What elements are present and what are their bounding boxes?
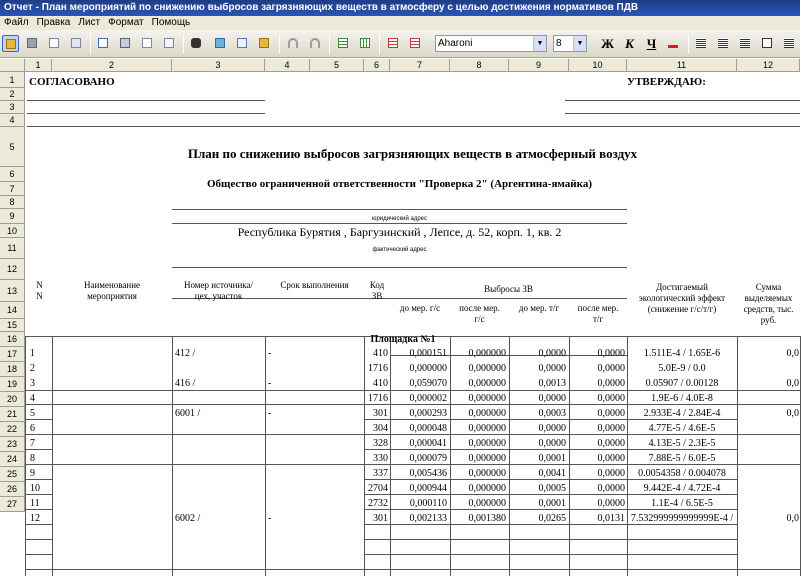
align-right-icon bbox=[740, 38, 750, 48]
before-tg-cell: 0,0001 bbox=[538, 498, 566, 509]
row-header[interactable]: 3 bbox=[0, 101, 25, 114]
before-gs-cell: 0,000944 bbox=[409, 483, 447, 494]
grid-line bbox=[364, 569, 737, 570]
before-gs-cell: 0,000041 bbox=[409, 438, 447, 449]
column-header[interactable]: 10 bbox=[569, 59, 627, 72]
before-tg-cell: 0,0013 bbox=[538, 378, 566, 389]
header-sum: руб. bbox=[760, 315, 777, 325]
align-left-button[interactable] bbox=[693, 35, 710, 52]
column-button[interactable] bbox=[357, 35, 374, 52]
align-center-button[interactable] bbox=[715, 35, 732, 52]
font-color-button[interactable] bbox=[665, 35, 682, 52]
row-header[interactable]: 15 bbox=[0, 319, 25, 332]
grid-line bbox=[25, 569, 52, 570]
row-header[interactable]: 2 bbox=[0, 88, 25, 101]
after-tg-cell: 0,0000 bbox=[597, 348, 625, 359]
insert-row-button[interactable] bbox=[385, 35, 402, 52]
code-cell: 1716 bbox=[368, 393, 388, 404]
copy-icon bbox=[237, 38, 247, 48]
grid-line bbox=[25, 554, 52, 555]
export-icon bbox=[71, 38, 81, 48]
deadline-cell: - bbox=[268, 513, 272, 524]
chevron-down-icon[interactable]: ▼ bbox=[533, 36, 546, 51]
before-gs-cell: 0,000293 bbox=[409, 408, 447, 419]
before-gs-cell: 0,059070 bbox=[409, 378, 447, 389]
address: Республика Бурятия , Баргузинский , Лепсе, д. 52, корп. 1, кв. 2 bbox=[237, 225, 562, 239]
before-gs-cell: 0,002133 bbox=[409, 513, 447, 524]
row-header[interactable]: 8 bbox=[0, 196, 25, 209]
before-tg-cell: 0,0003 bbox=[538, 408, 566, 419]
row-header[interactable]: 18 bbox=[0, 362, 25, 377]
actual-address-label: фактический адрес bbox=[372, 247, 427, 253]
menu-help[interactable]: Помощь bbox=[151, 17, 191, 28]
menu-format[interactable]: Формат bbox=[108, 17, 144, 28]
after-gs-cell: 0,000000 bbox=[468, 393, 506, 404]
preview-icon bbox=[49, 38, 59, 48]
row-header[interactable]: 24 bbox=[0, 452, 25, 467]
spreadsheet[interactable] bbox=[0, 59, 800, 524]
header-sum: средств, тыс. bbox=[743, 304, 794, 314]
new-button[interactable] bbox=[139, 35, 156, 52]
grid-line bbox=[737, 336, 738, 576]
source-cell: 6002 / bbox=[175, 513, 201, 524]
row-header[interactable]: 21 bbox=[0, 407, 25, 422]
code-cell: 337 bbox=[373, 468, 388, 479]
source-cell: 412 / bbox=[175, 348, 196, 359]
header-number: N bbox=[36, 280, 43, 290]
effect-cell: 1.9E-6 / 4.0E-8 bbox=[651, 393, 713, 404]
font-size-select[interactable] bbox=[553, 35, 587, 52]
page-icon bbox=[98, 38, 108, 48]
before-tg-cell: 0,0000 bbox=[538, 393, 566, 404]
agreed-label: СОГЛАСОВАНО bbox=[29, 76, 115, 88]
window-title-bar bbox=[0, 0, 800, 16]
document-icon bbox=[142, 38, 152, 48]
folder-icon bbox=[6, 39, 16, 49]
redo-icon bbox=[310, 38, 320, 48]
effect-cell: 5.0E-9 / 0.0 bbox=[658, 363, 706, 374]
row-header[interactable]: 6 bbox=[0, 167, 25, 182]
row-number: 11 bbox=[30, 498, 40, 509]
code-cell: 301 bbox=[373, 513, 388, 524]
row-header[interactable]: 9 bbox=[0, 209, 25, 224]
code-cell: 330 bbox=[373, 453, 388, 464]
toolbar-separator bbox=[183, 34, 184, 54]
delete-row-icon bbox=[410, 38, 420, 48]
row-header[interactable]: 27 bbox=[0, 497, 25, 512]
grid-line bbox=[172, 267, 627, 268]
italic-button[interactable]: К bbox=[625, 36, 634, 51]
column-header[interactable]: 9 bbox=[509, 59, 569, 72]
before-gs-cell: 0,000151 bbox=[409, 348, 447, 359]
deadline-cell: - bbox=[268, 348, 272, 359]
row-number: 5 bbox=[30, 408, 35, 419]
after-tg-cell: 0,0000 bbox=[597, 483, 625, 494]
row-number: 3 bbox=[30, 378, 35, 389]
menu-bar bbox=[0, 16, 800, 30]
after-tg-cell: 0,0000 bbox=[597, 363, 625, 374]
after-tg-cell: 0,0000 bbox=[597, 453, 625, 464]
menu-file[interactable]: Файл bbox=[4, 17, 29, 28]
header-measures: Наименование bbox=[83, 280, 141, 290]
row-header[interactable]: 5 bbox=[0, 127, 25, 167]
before-tg-cell: 0,0000 bbox=[538, 438, 566, 449]
grid-line bbox=[27, 100, 265, 101]
row-header[interactable]: 20 bbox=[0, 392, 25, 407]
grid-line bbox=[265, 336, 266, 576]
grid-line bbox=[364, 539, 737, 540]
grid-line bbox=[565, 113, 800, 114]
header-source: цех, участок bbox=[194, 291, 243, 301]
before-gs-cell: 0,000002 bbox=[409, 393, 447, 404]
header-deadline: Срок выполнения bbox=[280, 280, 349, 290]
binoculars-icon bbox=[191, 38, 201, 48]
properties-button[interactable] bbox=[161, 35, 178, 52]
print-preview-button[interactable] bbox=[46, 35, 63, 52]
before-gs-cell: 0,000048 bbox=[409, 423, 447, 434]
toolbar-separator bbox=[329, 34, 330, 54]
chevron-down-icon[interactable]: ▼ bbox=[573, 36, 586, 51]
effect-cell: 1.1E-4 / 6.5E-5 bbox=[651, 498, 713, 509]
after-tg-cell: 0,0000 bbox=[597, 468, 625, 479]
header-after-gs: после мер. bbox=[459, 303, 500, 313]
after-gs-cell: 0,000000 bbox=[468, 348, 506, 359]
effect-cell: 7.532999999999999E-4 / bbox=[630, 513, 734, 524]
code-cell: 2732 bbox=[368, 498, 388, 509]
save-icon bbox=[27, 38, 37, 48]
effect-cell: 2.933E-4 / 2.84E-4 bbox=[643, 408, 721, 419]
row-number: 1 bbox=[30, 348, 35, 359]
row-number: 4 bbox=[30, 393, 35, 404]
grid-line bbox=[364, 554, 737, 555]
before-tg-cell: 0,0265 bbox=[538, 513, 566, 524]
toolbar-separator bbox=[379, 34, 380, 54]
window-title: Отчет - План мероприятий по снижению выбросов загрязняющих веществ в атмосферу с целью достижения нормативов ПДВ bbox=[4, 2, 639, 13]
grid-line bbox=[565, 100, 800, 101]
row-header[interactable]: 17 bbox=[0, 347, 25, 362]
column-header[interactable]: 11 bbox=[627, 59, 737, 72]
row-number: 8 bbox=[30, 453, 35, 464]
merge-icon bbox=[762, 38, 772, 48]
toolbar bbox=[0, 30, 800, 58]
grid-line bbox=[172, 209, 627, 210]
cut-button[interactable] bbox=[212, 35, 229, 52]
after-gs-cell: 0,000000 bbox=[468, 363, 506, 374]
header-emissions: Выбросы ЗВ bbox=[484, 284, 533, 294]
toolbar-separator bbox=[90, 34, 91, 54]
after-gs-cell: 0,001380 bbox=[468, 513, 506, 524]
code-cell: 304 bbox=[373, 423, 388, 434]
row-header[interactable]: 23 bbox=[0, 437, 25, 452]
row-number: 9 bbox=[30, 468, 35, 479]
corner-cell[interactable] bbox=[0, 59, 25, 72]
row-header[interactable]: 26 bbox=[0, 482, 25, 497]
code-cell: 301 bbox=[373, 408, 388, 419]
row-icon bbox=[388, 38, 398, 48]
row-header[interactable]: 4 bbox=[0, 114, 25, 127]
insert-table-button[interactable] bbox=[335, 35, 352, 52]
before-tg-cell: 0,0041 bbox=[538, 468, 566, 479]
grid-line bbox=[25, 539, 52, 540]
after-gs-cell: 0,000000 bbox=[468, 378, 506, 389]
after-gs-cell: 0,000000 bbox=[468, 483, 506, 494]
font-size: 8 bbox=[556, 38, 562, 49]
approve-label: УТВЕРЖДАЮ: bbox=[627, 76, 706, 88]
after-tg-cell: 0,0000 bbox=[597, 408, 625, 419]
find-button[interactable] bbox=[188, 35, 205, 52]
header-after-tg: т/г bbox=[592, 314, 604, 324]
table-icon bbox=[338, 38, 348, 48]
effect-cell: 0.05907 / 0.00128 bbox=[645, 378, 719, 389]
open-button[interactable] bbox=[2, 35, 19, 52]
grid-line bbox=[737, 434, 800, 435]
row-header[interactable]: 14 bbox=[0, 302, 25, 319]
effect-cell: 4.77E-5 / 4.6E-5 bbox=[648, 423, 716, 434]
row-number: 2 bbox=[30, 363, 35, 374]
header-source: Номер источника/ bbox=[183, 280, 254, 290]
column-header[interactable]: 4 bbox=[265, 59, 310, 72]
row-number: 12 bbox=[30, 513, 40, 524]
column-header[interactable]: 8 bbox=[450, 59, 509, 72]
row-header[interactable]: 7 bbox=[0, 182, 25, 196]
undo-icon bbox=[288, 38, 298, 48]
before-gs-cell: 0,000079 bbox=[409, 453, 447, 464]
after-gs-cell: 0,000000 bbox=[468, 468, 506, 479]
header-code: Код bbox=[369, 280, 385, 290]
redo-button[interactable] bbox=[307, 35, 324, 52]
code-cell: 328 bbox=[373, 438, 388, 449]
grid-line bbox=[52, 569, 364, 570]
effect-cell: 0.0054358 / 0.004078 bbox=[638, 468, 726, 479]
cut-icon bbox=[215, 38, 225, 48]
header-sum: Сумма bbox=[755, 282, 782, 292]
align-center-icon bbox=[718, 38, 728, 48]
source-cell: 6001 / bbox=[175, 408, 201, 419]
grid-line bbox=[27, 113, 265, 114]
header-code: ЗВ bbox=[371, 291, 383, 301]
row-header[interactable]: 11 bbox=[0, 238, 25, 259]
after-gs-cell: 0,000000 bbox=[468, 438, 506, 449]
row-number: 6 bbox=[30, 423, 35, 434]
column-header[interactable]: 3 bbox=[172, 59, 265, 72]
row-header[interactable]: 1 bbox=[0, 72, 25, 88]
row-header[interactable]: 22 bbox=[0, 422, 25, 437]
wrap-text-button[interactable] bbox=[781, 35, 798, 52]
column-headers bbox=[0, 59, 800, 72]
row-header[interactable]: 19 bbox=[0, 377, 25, 392]
effect-cell: 4.13E-5 / 2.3E-5 bbox=[648, 438, 716, 449]
deadline-cell: - bbox=[268, 408, 272, 419]
sum-cell: 0,0 bbox=[786, 348, 799, 359]
header-before-tg: до мер. т/г bbox=[518, 303, 560, 313]
align-left-icon bbox=[696, 38, 706, 48]
font-select[interactable] bbox=[435, 35, 547, 52]
after-tg-cell: 0,0000 bbox=[597, 438, 625, 449]
pencil-icon bbox=[164, 38, 174, 48]
printer-icon bbox=[120, 38, 130, 48]
effect-cell: 9.442E-4 / 4.72E-4 bbox=[643, 483, 721, 494]
report-title: План по снижению выбросов загрязняющих веществ в атмосферный воздух bbox=[187, 146, 638, 161]
toolbar-separator bbox=[688, 34, 689, 54]
column-header[interactable]: 5 bbox=[310, 59, 364, 72]
font-name: Aharoni bbox=[438, 38, 473, 49]
header-effect: (снижение г/с/т/г) bbox=[647, 304, 717, 314]
paste-button[interactable] bbox=[256, 35, 273, 52]
row-header[interactable]: 10 bbox=[0, 224, 25, 238]
grid-line bbox=[737, 569, 800, 570]
column-header[interactable]: 7 bbox=[390, 59, 450, 72]
undo-button[interactable] bbox=[285, 35, 302, 52]
row-header[interactable]: 16 bbox=[0, 332, 25, 347]
header-sum: выделяемых bbox=[744, 293, 793, 303]
menu-sheet[interactable]: Лист bbox=[78, 17, 101, 28]
before-gs-cell: 0,000000 bbox=[409, 363, 447, 374]
after-gs-cell: 0,000000 bbox=[468, 408, 506, 419]
code-cell: 410 bbox=[373, 348, 388, 359]
bold-button[interactable]: Ж bbox=[601, 36, 614, 51]
menu-edit[interactable]: Правка bbox=[36, 17, 71, 28]
wrap-icon bbox=[784, 38, 794, 48]
code-cell: 410 bbox=[373, 378, 388, 389]
effect-cell: 7.88E-5 / 6.0E-5 bbox=[648, 453, 716, 464]
grid-line bbox=[27, 126, 800, 127]
after-tg-cell: 0,0000 bbox=[597, 423, 625, 434]
copy-button[interactable] bbox=[234, 35, 251, 52]
align-right-button[interactable] bbox=[737, 35, 754, 52]
header-number: N bbox=[36, 291, 43, 301]
code-cell: 1716 bbox=[368, 363, 388, 374]
grid-line bbox=[52, 336, 53, 576]
row-number: 7 bbox=[30, 438, 35, 449]
after-tg-cell: 0,0131 bbox=[597, 513, 625, 524]
grid-line bbox=[25, 336, 26, 576]
deadline-cell: - bbox=[268, 378, 272, 389]
sum-cell: 0,0 bbox=[786, 513, 799, 524]
merge-cells-button[interactable] bbox=[759, 35, 776, 52]
after-tg-cell: 0,0000 bbox=[597, 378, 625, 389]
code-cell: 2704 bbox=[368, 483, 388, 494]
column-header[interactable]: 12 bbox=[737, 59, 800, 72]
before-tg-cell: 0,0000 bbox=[538, 423, 566, 434]
header-after-tg: после мер. bbox=[577, 303, 619, 313]
column-header[interactable]: 2 bbox=[52, 59, 172, 72]
underline-button[interactable]: Ч bbox=[646, 36, 657, 51]
source-cell: 416 / bbox=[175, 378, 196, 389]
save-button[interactable] bbox=[24, 35, 41, 52]
export-button[interactable] bbox=[68, 35, 85, 52]
row-header[interactable]: 12 bbox=[0, 259, 25, 280]
header-measures: мероприятия bbox=[87, 291, 137, 301]
before-tg-cell: 0,0005 bbox=[538, 483, 566, 494]
grid-line bbox=[172, 336, 173, 576]
header-effect: Достигаемый bbox=[656, 282, 708, 292]
sum-cell: 0,0 bbox=[786, 378, 799, 389]
after-gs-cell: 0,000000 bbox=[468, 423, 506, 434]
legal-address-label: юридический адрес bbox=[371, 216, 427, 222]
delete-row-button[interactable] bbox=[407, 35, 424, 52]
paste-icon bbox=[259, 38, 269, 48]
after-gs-cell: 0,000000 bbox=[468, 453, 506, 464]
grid-line bbox=[52, 464, 364, 465]
header-before-gs: до мер. г/с bbox=[399, 303, 441, 313]
before-tg-cell: 0,0001 bbox=[538, 453, 566, 464]
before-tg-cell: 0,0000 bbox=[538, 348, 566, 359]
print-button[interactable] bbox=[117, 35, 134, 52]
page-setup-button[interactable] bbox=[95, 35, 112, 52]
header-after-gs: г/с bbox=[474, 314, 485, 324]
column-header[interactable]: 1 bbox=[25, 59, 52, 72]
row-header[interactable]: 25 bbox=[0, 467, 25, 482]
before-tg-cell: 0,0000 bbox=[538, 363, 566, 374]
before-gs-cell: 0,000110 bbox=[409, 498, 447, 509]
column-header[interactable]: 6 bbox=[364, 59, 390, 72]
header-effect: экологический эффект bbox=[638, 293, 726, 303]
row-number: 10 bbox=[30, 483, 40, 494]
columns-icon bbox=[360, 38, 370, 48]
sum-cell: 0,0 bbox=[786, 408, 799, 419]
after-gs-cell: 0,000000 bbox=[468, 498, 506, 509]
font-color-icon bbox=[668, 38, 678, 48]
after-tg-cell: 0,0000 bbox=[597, 498, 625, 509]
after-tg-cell: 0,0000 bbox=[597, 393, 625, 404]
area-label: Площадка №1 bbox=[370, 334, 436, 345]
grid-line bbox=[737, 464, 800, 465]
organization-name: Общество ограниченной ответственности "Проверка 2" (Аргентина-ямайка) bbox=[207, 178, 592, 190]
grid-line bbox=[52, 434, 364, 435]
effect-cell: 1.511E-4 / 1.65E-6 bbox=[643, 348, 721, 359]
toolbar-separator bbox=[279, 34, 280, 54]
row-header[interactable]: 13 bbox=[0, 280, 25, 302]
before-gs-cell: 0,005436 bbox=[409, 468, 447, 479]
